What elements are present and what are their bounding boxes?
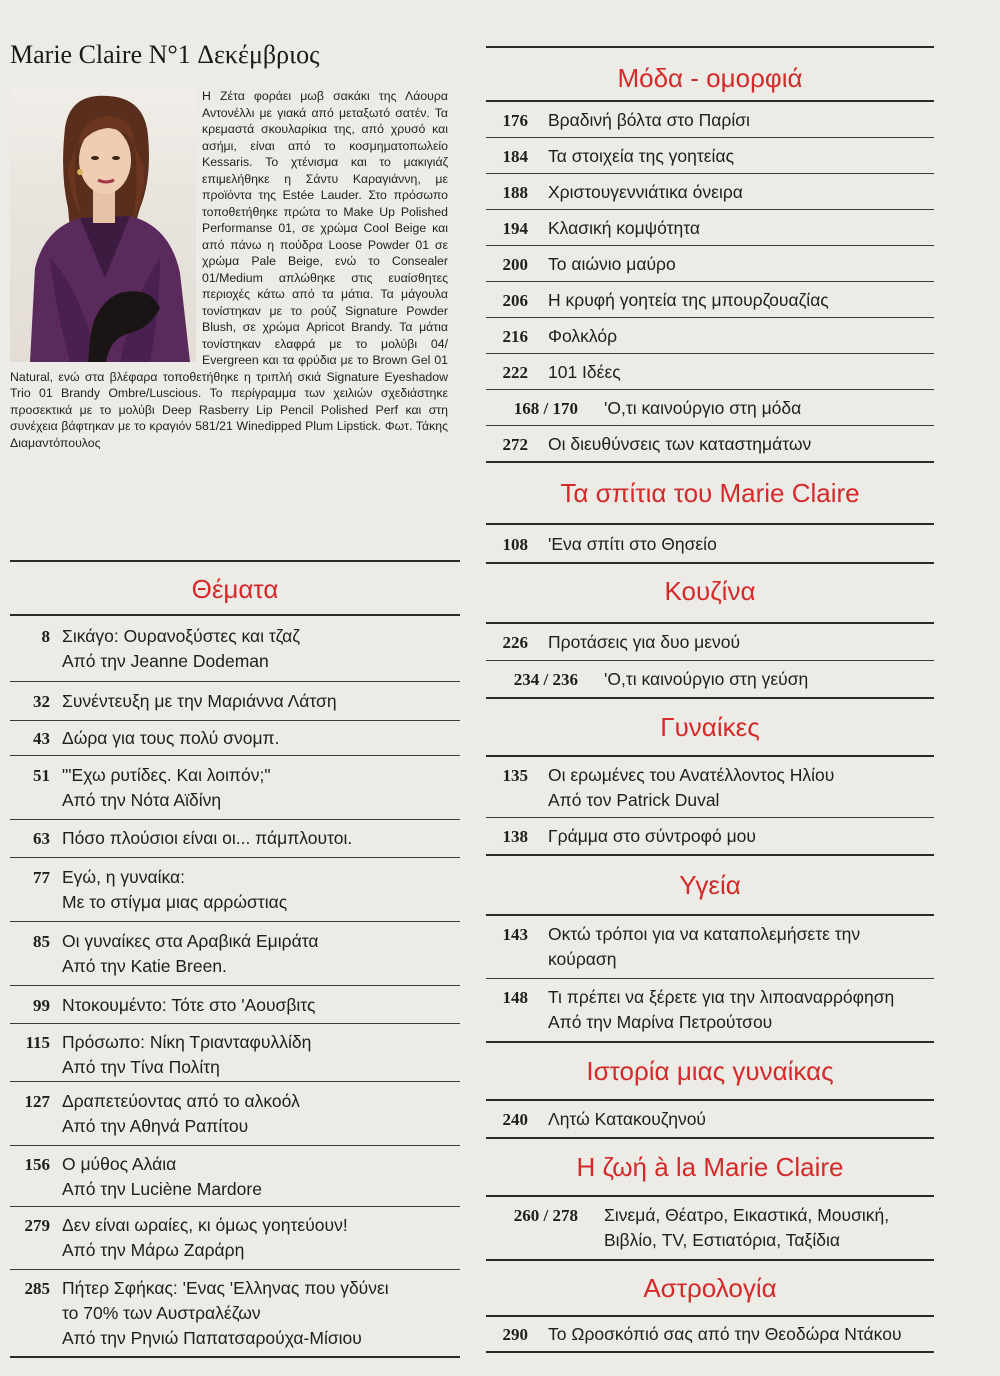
page-number: 8: [41, 627, 50, 646]
entry-line: Προτάσεις για δυο μενού: [548, 632, 741, 652]
page-number: 290: [502, 1325, 528, 1344]
entry-line: κούραση: [548, 949, 617, 969]
toc-entry[interactable]: [10, 986, 460, 1023]
toc-entry[interactable]: [486, 525, 934, 562]
toc-entry[interactable]: [10, 1146, 460, 1206]
page-number: 115: [25, 1033, 50, 1052]
entry-line: 'Ο,τι καινούργιο στη γεύση: [604, 669, 809, 689]
entry-line: Το Ωροσκόπιό σας από την Θεοδώρα Ντάκου: [548, 1324, 902, 1344]
entry-line: Η κρυφή γοητεία της μπουρζουαζίας: [548, 290, 829, 310]
entry-line: Από την Τίνα Πολίτη: [62, 1057, 220, 1077]
entry-line: Πόσο πλούσιοι είναι οι... πάμπλουτοι.: [62, 828, 353, 848]
page-number: 285: [24, 1279, 50, 1298]
toc-entry[interactable]: [486, 916, 934, 978]
toc-entry[interactable]: [486, 174, 934, 209]
section-title-astrology: Αστρολογία: [643, 1273, 777, 1303]
page-number: 77: [33, 868, 50, 887]
section-title-women: Γυναίκες: [660, 712, 760, 742]
page-number: 206: [502, 291, 528, 310]
entry-line: Τι πρέπει να ξέρετε για την λιποαναρρόφηση: [548, 987, 895, 1007]
entry-line: 'Ενα σπίτι στο Θησείο: [548, 534, 717, 554]
section-title-homes: Τα σπίτια του Marie Claire: [560, 478, 860, 508]
toc-entry[interactable]: [486, 354, 934, 389]
entry-line: Από την Μάρω Ζαράρη: [62, 1240, 245, 1260]
masthead: Marie Claire N°1 Δεκέμβριος: [10, 40, 320, 69]
entry-line: Από την Katie Breen.: [62, 956, 227, 976]
divider: [486, 1351, 934, 1353]
toc-entry[interactable]: [486, 1101, 934, 1137]
page-number: 279: [24, 1216, 50, 1235]
entry-line: Κλασική κομψότητα: [548, 218, 701, 238]
entry-line: Γράμμα στο σύντροφό μου: [548, 826, 756, 846]
page-number: 108: [502, 535, 528, 554]
page-number: 168 / 170: [513, 399, 578, 418]
entry-line: Οι γυναίκες στα Αραβικά Εμιράτα: [62, 931, 319, 951]
entry-line: Ο μύθος Αλάια: [62, 1154, 177, 1174]
section-title-themata: Θέματα: [191, 574, 279, 604]
entry-line: Το αιώνιο μαύρο: [548, 254, 676, 274]
left-column: [10, 560, 460, 1358]
entry-line: Από την Jeanne Dodeman: [62, 651, 269, 671]
entry-line: Οι διευθύνσεις των καταστημάτων: [548, 434, 812, 454]
divider: [10, 1356, 460, 1358]
entry-line: Φολκλόρ: [548, 326, 618, 346]
page-number: 63: [33, 829, 50, 848]
toc-entry[interactable]: [10, 922, 460, 985]
page-number: 135: [502, 766, 528, 785]
entry-line: Βραδινή βόλτα στο Παρίσι: [548, 110, 750, 130]
entry-line: "'Εχω ρυτίδες. Και λοιπόν;": [62, 765, 271, 785]
toc-entry[interactable]: [486, 818, 934, 854]
entry-line: Με το στίγμα μιας αρρώστιας: [62, 892, 288, 912]
toc-entry[interactable]: [486, 624, 934, 660]
section-title-kitchen: Κουζίνα: [664, 576, 756, 606]
entry-line: Από την Luciène Mardore: [62, 1179, 262, 1199]
page-number: 188: [502, 183, 528, 202]
toc-entry[interactable]: [486, 979, 934, 1041]
page-number: 43: [33, 729, 50, 748]
entry-line: 'Ο,τι καινούργιο στη μόδα: [604, 398, 802, 418]
entry-line: Βιβλίο, TV, Εστιατόρια, Ταξίδια: [604, 1230, 840, 1250]
entry-line: Ντοκουμέντο: Τότε στο 'Αουσβιτς: [62, 995, 316, 1015]
toc-entry[interactable]: [486, 282, 934, 317]
page-number: 99: [33, 996, 50, 1015]
toc-entry[interactable]: [486, 210, 934, 245]
entry-line: Δώρα για τους πολύ σνομπ.: [62, 728, 280, 748]
entry-line: Χριστουγεννιάτικα όνειρα: [548, 182, 743, 202]
toc-entry[interactable]: [486, 138, 934, 173]
page-number: 138: [502, 827, 528, 846]
section-title-life: Η ζωή à la Marie Claire: [576, 1152, 844, 1182]
entry-line: Από την Νότα Αϊδίνη: [62, 790, 222, 810]
toc-entry[interactable]: [10, 858, 460, 921]
section-title-story: Ιστορία μιας γυναίκας: [586, 1056, 834, 1086]
toc-entry[interactable]: [10, 820, 460, 857]
page-number: 194: [502, 219, 528, 238]
entry-line: Από τον Patrick Duval: [548, 790, 720, 810]
page-number: 260 / 278: [513, 1206, 578, 1225]
cover-caption-text: Η Ζέτα φοράει μωβ σακάκι της Λάουρα Αντονέλλι με γιακά από μεταξωτό σατέν. Τα κρεμαστά σκουλαρίκια της, από χρυσό και ασήμι, είναι από το κοσμηματοπωλείο Kessaris. Το χτένισμα και το μακιγιάζ επιμελήθηκε η Σάντυ Καραγιάννη, με προϊόντα της Estée Lauder. Στο πρόσωπο τοποθετήθηκε πρώτα το Make Up Polished Performanse 01, σε χρώμα Cool Beige και από πάνω η πούδρα Loose Powder 01 σε χρώμα Pale Beige, ενώ το Consealer 01/Medium απλώθηκε στις ευαίσθητες περιοχές κάτω από τα μάτια. Τα μάγουλα τονίστηκαν με το ρούζ Signature Powder Blush, σε χρώμα Apricot Brandy. Τα μάτια τονίστηκαν ελαφρά με το μολύβι 04/ Evergreen και τα φρύδια με το Brown Gel 01 Natural, ενώ στα βλέφαρα τοποθετήθηκε η τριπλή σκιά Signature Eyeshadow Trio 01 Brandy Ombre/Luscious. Το περίγραμμα των χειλιών σχεδιάστηκε προσεκτικά με το μολύβι Deep Rasberry Lip Pencil Polished Perf και στη συνέχεια βάφτηκαν με το κραγιόν 581/21 Winedipped Plum Lipstick. Φωτ. Τάκης Διαμαντόπουλος: [10, 89, 448, 450]
page-number: 184: [502, 147, 528, 166]
page-number: 216: [502, 327, 528, 346]
entry-line: το 70% των Αυστραλέζων: [62, 1303, 261, 1323]
toc-entry[interactable]: [486, 1317, 934, 1351]
page-number: 240: [502, 1110, 528, 1129]
section-title-health: Υγεία: [679, 870, 741, 900]
entry-line: Συνέντευξη με την Μαριάννα Λάτση: [62, 691, 337, 711]
toc-entry[interactable]: [10, 756, 460, 819]
toc-entry[interactable]: [486, 426, 934, 461]
entry-line: Εγώ, η γυναίκα:: [62, 867, 185, 887]
entry-line: Σινεμά, Θέατρο, Εικαστικά, Μουσική,: [604, 1205, 890, 1225]
toc-entry[interactable]: [486, 1197, 934, 1259]
toc-entry[interactable]: [486, 318, 934, 353]
toc-entry[interactable]: [486, 757, 934, 817]
page-number: 127: [24, 1092, 50, 1111]
toc-entry[interactable]: [10, 616, 460, 681]
page-number: 143: [502, 925, 528, 944]
entry-line: Από την Ρηνιώ Παπατσαρούχα-Μίσιου: [62, 1328, 362, 1348]
section-title-fashion: Μόδα - ομορφιά: [617, 63, 803, 93]
entry-line: Δεν είναι ωραίες, κι όμως γοητεύουν!: [62, 1215, 348, 1235]
entry-line: Από την Μαρίνα Πετρούτσου: [548, 1012, 773, 1032]
entry-line: Δραπετεύοντας από το αλκοόλ: [62, 1091, 300, 1111]
toc-entry[interactable]: [10, 1207, 460, 1269]
toc-entry[interactable]: [486, 390, 934, 425]
entry-line: Οκτώ τρόποι για να καταπολεμήσετε την: [548, 924, 861, 944]
entry-line: 101 Ιδέες: [548, 362, 621, 382]
entry-line: Από την Αθηνά Ραπίτου: [62, 1116, 249, 1136]
entry-line: Πήτερ Σφήκας: 'Ενας 'Ελληνας που γδύνει: [62, 1278, 389, 1298]
toc-entry[interactable]: [486, 661, 934, 697]
entry-line: Τα στοιχεία της γοητείας: [548, 146, 734, 166]
page-number: 222: [502, 363, 528, 382]
entry-line: Λητώ Κατακουζηνού: [548, 1109, 706, 1129]
page-number: 272: [502, 435, 528, 454]
toc-entry[interactable]: [10, 1024, 460, 1081]
cover-caption: [10, 88, 448, 451]
page-number: 32: [33, 692, 50, 711]
page-number: 176: [502, 111, 528, 130]
page-number: 234 / 236: [513, 670, 578, 689]
page-number: 51: [33, 766, 50, 785]
toc-entry[interactable]: [10, 1270, 460, 1356]
page-number: 85: [33, 932, 50, 951]
page-number: 156: [24, 1155, 50, 1174]
entry-line: Οι ερωμένες του Ανατέλλοντος Ηλίου: [548, 765, 835, 785]
toc-entry[interactable]: [486, 246, 934, 281]
toc-entry[interactable]: [10, 721, 460, 755]
toc-entry[interactable]: [486, 102, 934, 137]
toc-entry[interactable]: [10, 1082, 460, 1145]
page-number: 226: [502, 633, 528, 652]
page-number: 200: [502, 255, 528, 274]
toc-entry[interactable]: [10, 682, 460, 720]
page-number: 148: [502, 988, 528, 1007]
right-column: [486, 46, 934, 1353]
entry-line: Σικάγο: Ουρανοξύστες και τζαζ: [62, 626, 300, 646]
entry-line: Πρόσωπο: Νίκη Τριανταφυλλίδη: [62, 1032, 312, 1052]
